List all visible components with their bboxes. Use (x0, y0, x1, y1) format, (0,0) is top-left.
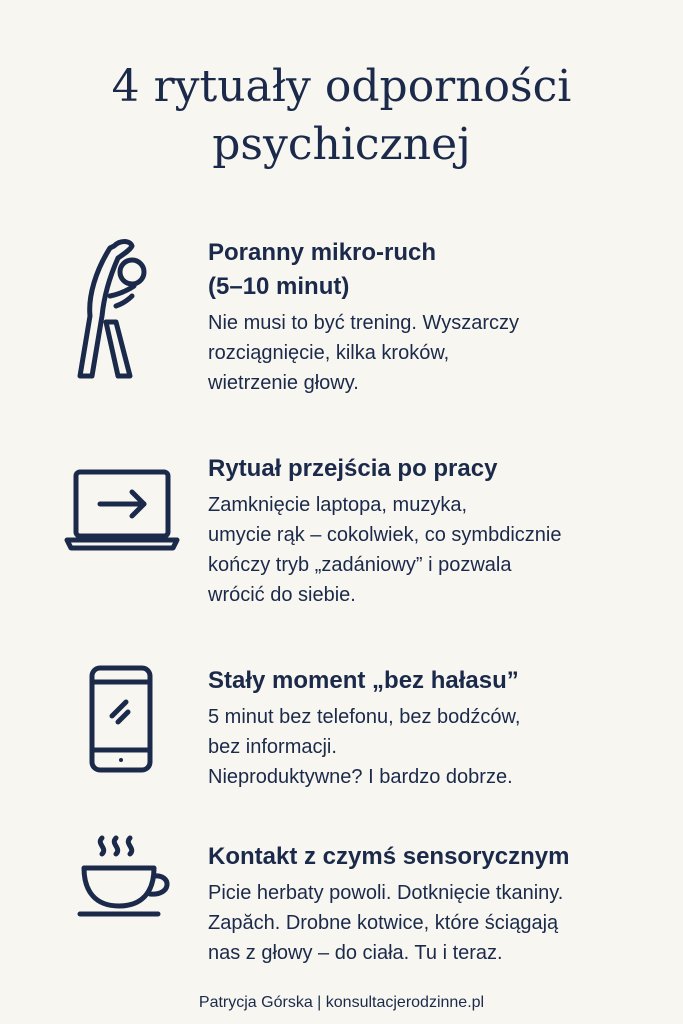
ritual-text-2 (208, 452, 668, 610)
ritual-heading (208, 664, 668, 698)
ritual-heading (208, 452, 668, 486)
description-line: kończy tryb „zadániowy” i pozwala (208, 554, 512, 576)
heading-line: Kontakt z czymś sensorycznym (208, 843, 570, 870)
footer-credit: Patrycja Górska | konsultacjerodzinne.pl (198, 994, 485, 1011)
title-line-2: psychicznej (212, 119, 471, 170)
ritual-heading (208, 840, 668, 874)
stretching-person-icon (70, 236, 160, 384)
heading-line: (5–10 minut) (208, 273, 350, 300)
description-line: rozciągnięcie, kilka kroków, (208, 342, 450, 364)
ritual-heading (208, 236, 668, 304)
ritual-description (208, 702, 668, 792)
heading-line: Stały moment „bez hałasu” (208, 667, 519, 694)
description-line: Zapăch. Drobne kotwice, które ściągają (208, 912, 559, 934)
ritual-text-4 (208, 840, 668, 968)
description-line: wietrzenie głowy. (208, 372, 359, 394)
heading-line: Rytuał przejścia po pracy (208, 455, 498, 482)
description-line: wrócić do siebie. (208, 584, 356, 606)
smartphone-icon (88, 664, 154, 774)
laptop-arrow-icon (64, 468, 180, 552)
description-line: 5 minut bez telefonu, bez bodźców, (208, 706, 521, 728)
ritual-description (208, 878, 668, 968)
teacup-steam-icon (76, 834, 176, 924)
description-line: bez informacji. (208, 736, 337, 758)
title-line-1: 4 rytuały odporności (111, 61, 572, 112)
description-line: Nie musi to być trening. Wyszarczy (208, 312, 520, 334)
description-line: Zamknięcie laptopa, muzyka, (208, 494, 468, 516)
description-line: nas z głowy – do ciała. Tu i teraz. (208, 942, 503, 964)
ritual-text-1 (208, 236, 668, 398)
heading-line: Poranny mikro-ruch (208, 239, 437, 266)
description-line: Picie herbaty powoli. Dotknięcie tkaniny. (208, 882, 564, 904)
ritual-description (208, 308, 668, 398)
description-line: umycie rąk – cokolwiek, co symbdicznie (208, 524, 562, 546)
page-title (0, 58, 683, 174)
description-line: Nieproduktywne? I bardzo dobrze. (208, 766, 513, 788)
ritual-text-3 (208, 664, 668, 792)
ritual-description (208, 490, 668, 610)
